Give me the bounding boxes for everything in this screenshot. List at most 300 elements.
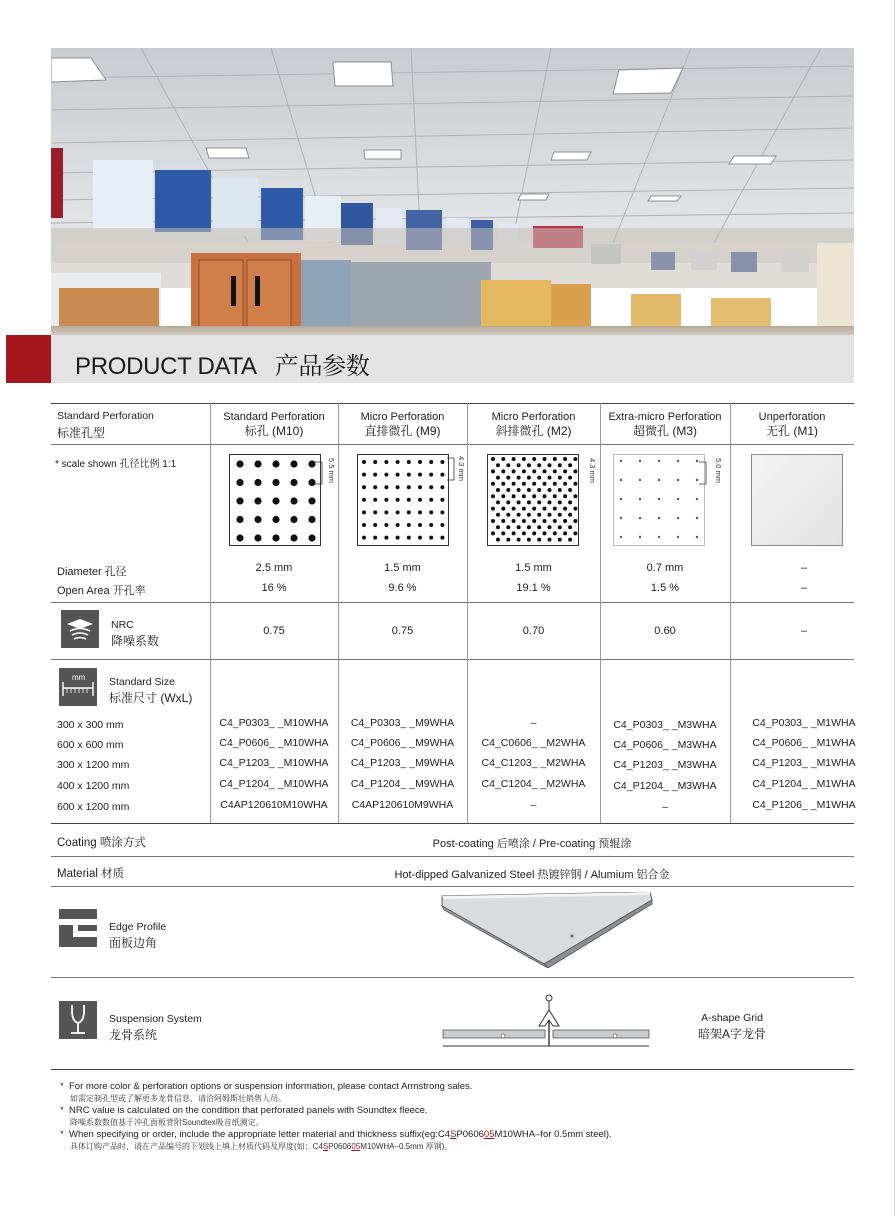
perforation-hole [491, 494, 495, 498]
a-shape-grid-label: A-shape Grid 暗架A字龙骨 [698, 1012, 767, 1041]
perforation-hole [254, 534, 261, 541]
perforation-hole [236, 534, 243, 541]
perforation-hole [373, 523, 377, 527]
perforation-hole [384, 523, 388, 527]
perforation-hole [517, 488, 521, 492]
perforation-hole [563, 482, 567, 486]
perforation-hole [440, 510, 444, 514]
product-code-cell: C4_P0606_ _M1WHA [752, 737, 856, 749]
perforation-hole [396, 460, 400, 464]
product-code-cell: C4_C1203_ _M2WHA [481, 757, 586, 769]
perforation-hole [384, 485, 388, 489]
open-area-m10: 16 % [261, 582, 287, 594]
perforation-hole [506, 476, 510, 480]
perforation-hole [553, 482, 557, 486]
perforation-hole [272, 497, 279, 504]
perforation-hole [658, 517, 660, 519]
perforation-hole [563, 507, 567, 511]
perforation-hole [573, 482, 577, 486]
perforation-hole [512, 457, 516, 461]
nrc-m2: 0.70 [522, 625, 545, 637]
perforation-hole [543, 457, 547, 461]
perforation-hole [429, 498, 433, 502]
sample-m3 [613, 454, 705, 546]
dim-m2: 4.3 mm [588, 458, 597, 484]
perforation-hole [496, 476, 500, 480]
perforation-hole [290, 479, 297, 486]
perforation-hole [373, 510, 377, 514]
perforation-hole [396, 536, 400, 540]
perforation-hole [418, 485, 422, 489]
perforation-hole [272, 534, 279, 541]
perforation-hole [272, 516, 279, 523]
perforation-hole [517, 476, 521, 480]
perforation-hole [440, 460, 444, 464]
perforation-hole [407, 523, 411, 527]
nrc-m3: 0.60 [654, 625, 676, 637]
perforation-hole [548, 500, 552, 504]
perforation-hole [658, 460, 660, 462]
perforation-hole [362, 536, 366, 540]
perforation-hole [527, 525, 531, 529]
perforation-hole [620, 517, 622, 519]
product-code-cell: C4_P0303_ _M10WHA [219, 717, 329, 729]
perforation-hole [517, 500, 521, 504]
perforation-hole [563, 531, 567, 535]
perforation-hole [308, 497, 315, 504]
perforation-hole [290, 534, 297, 541]
diameter-m9: 1.5 mm [384, 562, 421, 574]
perforation-hole [543, 469, 547, 473]
perforation-hole [236, 479, 243, 486]
perforation-hole [491, 482, 495, 486]
perforation-hole [696, 498, 698, 500]
edge-profile-label: Edge Profile 面板边角 [109, 921, 167, 950]
perforation-hole [396, 485, 400, 489]
title-bar [51, 335, 854, 383]
product-code-cell: – [530, 717, 537, 729]
perforation-hole [620, 479, 622, 481]
perforation-hole [553, 507, 557, 511]
perforation-hole [620, 536, 622, 538]
perforation-hole [308, 516, 315, 523]
dim-bracket-m9 [446, 457, 458, 481]
perforation-hole [254, 460, 261, 467]
perforation-hole [537, 538, 541, 542]
product-code-cell: C4_C1204_ _M2WHA [481, 778, 586, 790]
perforation-hole [517, 463, 521, 467]
perforation-hole [677, 536, 679, 538]
perforation-hole [407, 485, 411, 489]
sample-m9 [357, 454, 449, 546]
perforation-hole [639, 517, 641, 519]
diameter-m1: – [800, 562, 808, 574]
perforation-hole [512, 531, 516, 535]
perforation-hole [501, 507, 505, 511]
perforation-hole [639, 536, 641, 538]
perforation-hole [272, 460, 279, 467]
perforation-hole [362, 473, 366, 477]
coating-label: Coating 喷涂方式 [57, 837, 146, 849]
perforation-hole [537, 500, 541, 504]
size-row-label: 600 x 600 mm [57, 739, 124, 751]
perforation-hole [553, 531, 557, 535]
perforation-hole [527, 488, 531, 492]
diameter-m3: 0.7 mm [646, 562, 684, 574]
perforation-hole [362, 498, 366, 502]
perforation-hole [677, 479, 679, 481]
col-header-m2: Micro Perforation 斜排微孔 (M2) [491, 411, 576, 438]
perforation-hole [496, 488, 500, 492]
product-code-cell: – [662, 801, 668, 813]
open-area-label: Open Area 开孔率 [57, 585, 146, 597]
perforation-hole [236, 460, 243, 467]
perforation-hole [568, 500, 572, 504]
product-code-cell: C4_P1204_ _M1WHA [752, 778, 856, 790]
perforation-hole [537, 488, 541, 492]
perforation-hole [573, 457, 577, 461]
perforation-hole [512, 519, 516, 523]
ruler-icon: mm [59, 668, 97, 706]
perforation-hole [527, 463, 531, 467]
perforation-hole [373, 460, 377, 464]
perforation-hole [527, 476, 531, 480]
perforation-hole [558, 476, 562, 480]
product-code-cell: C4_P0606_ _M10WHA [219, 737, 329, 749]
perforation-hole [418, 510, 422, 514]
product-code-cell: C4_P1203_ _M10WHA [219, 757, 329, 769]
perforation-hole [537, 476, 541, 480]
perforation-hole [548, 513, 552, 517]
perforation-hole [506, 488, 510, 492]
perforation-hole [620, 460, 622, 462]
perforation-hole [563, 519, 567, 523]
product-code-cell: C4_P0303_ _M3WHA [613, 719, 717, 731]
sample-m2 [487, 454, 579, 546]
perforation-hole [501, 531, 505, 535]
perforation-hole [407, 536, 411, 540]
dim-m3: 5.0 mm [714, 458, 723, 484]
perforation-hole [548, 476, 552, 480]
perforation-hole [658, 498, 660, 500]
nrc-m10: 0.75 [263, 625, 285, 637]
perforation-hole [522, 519, 526, 523]
perforation-hole [496, 463, 500, 467]
perforation-hole [543, 531, 547, 535]
diameter-m10: 2.5 mm [255, 562, 293, 574]
product-code-cell: C4_P1203_ _M1WHA [752, 757, 856, 769]
perforation-hole [236, 516, 243, 523]
perforation-hole [573, 469, 577, 473]
perforation-hole [501, 457, 505, 461]
perforation-hole [407, 460, 411, 464]
product-code-cell: C4_P1204_ _M10WHA [219, 778, 329, 790]
perforation-hole [527, 500, 531, 504]
a-shape-grid-diagram [441, 990, 651, 1052]
perforation-hole [429, 473, 433, 477]
perforation-hole [696, 536, 698, 538]
product-code-cell: C4_P1204_ _M3WHA [613, 780, 717, 792]
perforation-hole [532, 531, 536, 535]
size-row-label: 400 x 1200 mm [57, 780, 130, 792]
perforation-hole [568, 488, 572, 492]
perforation-hole [496, 538, 500, 542]
perforation-hole [677, 498, 679, 500]
perforation-hole [522, 494, 526, 498]
perforation-hole [568, 538, 572, 542]
open-area-m3: 1.5 % [650, 582, 680, 594]
dim-bracket-m10 [314, 461, 326, 485]
perforation-hole [418, 523, 422, 527]
size-row-label: 300 x 300 mm [57, 719, 124, 731]
perforation-hole [429, 510, 433, 514]
perforation-hole [573, 519, 577, 523]
col-header-m1: Unperforation 无孔 (M1) [758, 411, 826, 438]
perforation-hole [491, 519, 495, 523]
product-code-cell: – [530, 799, 537, 811]
perforation-hole [558, 488, 562, 492]
perforation-hole [496, 513, 500, 517]
perforation-hole [501, 469, 505, 473]
perforation-hole [568, 525, 572, 529]
perforation-hole [512, 482, 516, 486]
perforation-hole [396, 498, 400, 502]
perforation-hole [429, 523, 433, 527]
size-row-label: 300 x 1200 mm [57, 759, 130, 771]
perforation-hole [254, 497, 261, 504]
perforation-hole [429, 536, 433, 540]
perforation-hole [553, 469, 557, 473]
perforation-hole [527, 513, 531, 517]
material-value: Hot-dipped Galvanized Steel 热镀锌钢 / Alumium 铝合金 [394, 869, 670, 881]
perforation-hole [384, 536, 388, 540]
perforation-hole [658, 479, 660, 481]
perforation-hole [696, 517, 698, 519]
perforation-hole [290, 460, 297, 467]
perforation-hole [418, 498, 422, 502]
perforation-hole [418, 473, 422, 477]
perforation-hole [396, 510, 400, 514]
perforation-hole [548, 463, 552, 467]
cafeteria-ceiling-photo [51, 48, 854, 336]
perforation-hole [639, 460, 641, 462]
perforation-hole [501, 519, 505, 523]
product-code-cell: C4AP120610M10WHA [220, 799, 328, 811]
perforation-hole [373, 498, 377, 502]
perforation-hole [658, 536, 660, 538]
perforation-hole [537, 513, 541, 517]
perforation-hole [429, 485, 433, 489]
perforation-hole [506, 525, 510, 529]
perforation-hole [290, 497, 297, 504]
perforation-hole [512, 469, 516, 473]
perforation-hole [553, 457, 557, 461]
diameter-m2: 1.5 mm [515, 562, 552, 574]
edge-profile-diagram [440, 892, 655, 968]
perforation-hole [373, 473, 377, 477]
coating-value: Post-coating 后喷涂 / Pre-coating 预辊涂 [432, 838, 632, 850]
perforation-hole [558, 500, 562, 504]
perforation-hole [496, 500, 500, 504]
perforation-hole [543, 519, 547, 523]
perforation-hole [568, 463, 572, 467]
perforation-hole [384, 498, 388, 502]
perforation-hole [512, 507, 516, 511]
suspension-icon [59, 1001, 97, 1039]
perforation-hole [558, 525, 562, 529]
product-code-cell: C4_C0606_ _M2WHA [481, 737, 586, 749]
product-code-cell: C4_P0303_ _M9WHA [350, 717, 455, 729]
perforation-hole [501, 482, 505, 486]
accent-bar [6, 335, 51, 383]
perforation-hole [639, 498, 641, 500]
perforation-hole [254, 479, 261, 486]
perforation-hole [522, 482, 526, 486]
perforation-hole [362, 510, 366, 514]
perforation-hole [573, 531, 577, 535]
perforation-hole [440, 536, 444, 540]
page-title: PRODUCT DATA 产品参数 [75, 353, 370, 380]
perforation-hole [558, 463, 562, 467]
sample-m1 [751, 454, 843, 546]
perforation-hole [517, 513, 521, 517]
perforation-hole [440, 498, 444, 502]
open-area-m9: 9.6 % [388, 582, 417, 594]
perforation-hole [418, 536, 422, 540]
perforation-hole [543, 507, 547, 511]
perforation-hole [517, 538, 521, 542]
perforation-hole [532, 457, 536, 461]
perforation-hole [573, 494, 577, 498]
perforation-hole [558, 538, 562, 542]
perforation-hole [573, 507, 577, 511]
perforation-hole [677, 460, 679, 462]
perforation-hole [506, 513, 510, 517]
perforation-hole [272, 479, 279, 486]
perforation-hole [558, 513, 562, 517]
sound-waves-icon [61, 610, 99, 648]
perforation-hole [537, 525, 541, 529]
perforation-hole [639, 479, 641, 481]
perforation-hole [532, 494, 536, 498]
footnotes: * For more color & perforation options or suspension information, please contact Armstrong sales. 如需定制孔型或了解更多龙骨信息，请洽阿姆斯壮销售人员。 * NRC value is calculated on the condition that perforated panels with Soundtex fleece. 降噪系数数值基于冲孔面板背附Soundtex吸音纸测定。 * When specifying or order, include the appropriate letter material and thickness suffix(eg:C4SP060605M10WHA–for 0.5mm steel). 具体订购产品时，请在产品编号的下划线上填上材质代码及厚度(如：C4SP060605M10WHA–0.5mm 厚钢)。 [60, 1081, 612, 1151]
scale-note: * scale shown 孔径比例 1:1 [55, 459, 177, 470]
perforation-hole [384, 510, 388, 514]
col-header-m9: Micro Perforation 直排微孔 (M9) [360, 411, 445, 438]
col-header-m10: Standard Perforation 标孔 (M10) [223, 411, 325, 438]
perforation-hole [563, 494, 567, 498]
perforation-hole [553, 519, 557, 523]
perforation-hole [429, 460, 433, 464]
perforation-hole [543, 494, 547, 498]
perforation-hole [308, 534, 315, 541]
nrc-m9: 0.75 [391, 625, 414, 637]
product-code-cell: C4_P1206_ _M1WHA [752, 799, 856, 811]
product-code-cell: C4_P1204_ _M9WHA [350, 778, 455, 790]
perforation-hole [362, 523, 366, 527]
perforation-hole [373, 485, 377, 489]
perforation-hole [491, 507, 495, 511]
perforation-hole [506, 500, 510, 504]
nrc-m1: – [800, 625, 808, 637]
perforation-hole [563, 457, 567, 461]
perforation-hole [506, 463, 510, 467]
perforation-hole [491, 531, 495, 535]
perforation-hole [620, 498, 622, 500]
nrc-label: NRC 降噪系数 [111, 619, 160, 648]
perforation-hole [537, 463, 541, 467]
perforation-hole [407, 498, 411, 502]
perforation-hole [532, 519, 536, 523]
perforation-hole [440, 485, 444, 489]
material-label: Material 材质 [57, 868, 125, 880]
perforation-hole [491, 469, 495, 473]
product-code-cell: C4_P1203_ _M3WHA [613, 759, 717, 771]
product-code-cell: C4AP120610M9WHA [351, 799, 454, 811]
perforation-hole [407, 510, 411, 514]
diameter-label: Diameter 孔径 [57, 566, 127, 578]
perforation-hole [532, 482, 536, 486]
edge-profile-icon [59, 909, 97, 947]
product-code-cell: C4_P0606_ _M3WHA [613, 739, 717, 751]
dim-bracket-m3 [698, 461, 710, 485]
product-code-cell: C4_P0303_ _M1WHA [752, 717, 856, 729]
perforation-hole [440, 473, 444, 477]
perforation-hole [496, 525, 500, 529]
dim-m10: 5.5 mm [327, 458, 336, 484]
open-area-m2: 19.1 % [516, 582, 551, 594]
perforation-hole [512, 494, 516, 498]
perforation-hole [501, 494, 505, 498]
product-code-cell: C4_P1203_ _M9WHA [350, 757, 455, 769]
perforation-hole [407, 473, 411, 477]
perforation-hole [522, 507, 526, 511]
perforation-hole [440, 523, 444, 527]
perforation-hole [373, 536, 377, 540]
perforation-hole [548, 488, 552, 492]
perforation-hole [236, 497, 243, 504]
perforation-hole [568, 513, 572, 517]
perforation-hole [396, 523, 400, 527]
perforation-hole [362, 460, 366, 464]
perforation-hole [362, 485, 366, 489]
perforation-hole [532, 507, 536, 511]
perforation-hole [568, 476, 572, 480]
perforation-hole [563, 469, 567, 473]
perforation-hole [677, 517, 679, 519]
perforation-hole [290, 516, 297, 523]
size-row-label: 600 x 1200 mm [57, 801, 130, 813]
perforation-hole [418, 460, 422, 464]
perforation-hole [527, 538, 531, 542]
perforation-hole [553, 494, 557, 498]
perforation-hole [532, 469, 536, 473]
col-header-m3: Extra-micro Perforation 超微孔 (M3) [608, 411, 722, 438]
suspension-label: Suspension System 龙骨系统 [109, 1013, 202, 1042]
perforation-hole [384, 460, 388, 464]
perforation-hole [522, 469, 526, 473]
perforation-hole [491, 457, 495, 461]
perforation-hole [522, 531, 526, 535]
perforation-hole [384, 473, 388, 477]
sample-m10 [229, 454, 321, 546]
perforation-hole [522, 457, 526, 461]
perforation-hole [506, 538, 510, 542]
perforation-hole [543, 482, 547, 486]
row-header-label: Standard Perforation 标准孔型 [57, 410, 154, 440]
perforation-hole [548, 538, 552, 542]
dim-m9: 4.3 mm [457, 456, 466, 482]
